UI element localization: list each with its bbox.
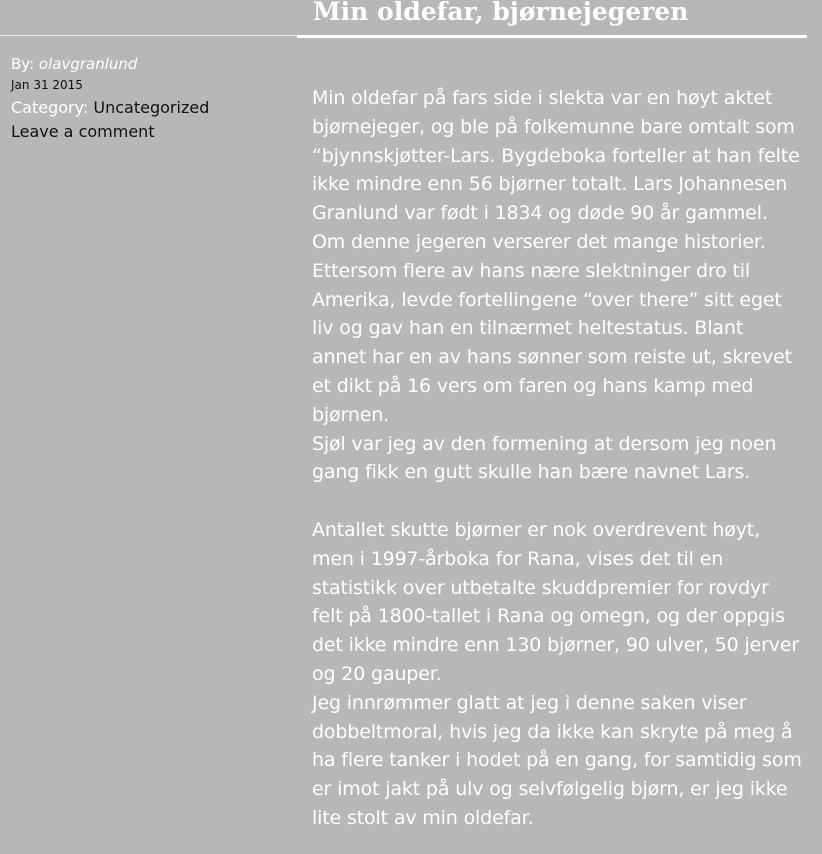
category-label: Category: [11, 98, 89, 117]
by-label: By: [11, 55, 35, 73]
post-paragraph: Jeg innrømmer glatt at jeg i denne saken viser dobbeltmoral, hvis jeg da ikke kan skryte på meg å ha flere tanker i hodet på en gang, for samtidig som er imot jakt på ulv og selvfølgelig bjørn, er jeg ikke lite stolt av min oldefar. [312, 691, 802, 829]
paragraph-spacer [312, 487, 802, 516]
post-title: Min oldefar, bjørnejegeren [313, 0, 689, 26]
title-divider [297, 35, 807, 38]
post-paragraph: Sjøl var jeg av den formening at dersom jeg noen gang fikk en gutt skulle han bære navnet Lars. [312, 432, 777, 484]
post-paragraph: Antallet skutte bjørner er nok overdrevent høyt, men i 1997-årboka for Rana, vises det til en statistikk over utbetalte skuddpremier for rovdyr felt på 1800-tallet i Rana og omegn, og der oppgis det ikke mindre enn 130 bjørner, 90 ulver, 50 jerver og 20 gauper. [312, 518, 800, 685]
meta-divider [0, 35, 297, 36]
category-line [11, 96, 291, 120]
post-meta [11, 54, 291, 144]
author-link[interactable]: olavgranlund [38, 55, 138, 73]
category-link[interactable]: Uncategorized [93, 98, 210, 117]
byline [11, 54, 291, 74]
post-date: Jan 31 2015 [11, 78, 83, 92]
post-content [312, 84, 802, 833]
leave-comment-link[interactable]: Leave a comment [11, 122, 155, 141]
post-paragraph: Min oldefar på fars side i slekta var en høyt aktet bjørnejeger, og ble på folkemunne bare omtalt som “bjynnskjøtter-Lars. Bygdeboka forteller at han felte ikke mindre enn 56 bjørner totalt. Lars Johannesen Granlund var født i 1834 og døde 90 år gammel. Om denne jegeren verserer det mange historier. Ettersom flere av hans nære slektninger dro til Amerika, levde fortellingene “over there” sitt eget liv og gav han en tilnærmet heltestatus. Blant annet har en av hans sønner som reiste ut, skrevet et dikt på 16 vers om faren og hans kamp med bjørnen. [312, 87, 800, 426]
